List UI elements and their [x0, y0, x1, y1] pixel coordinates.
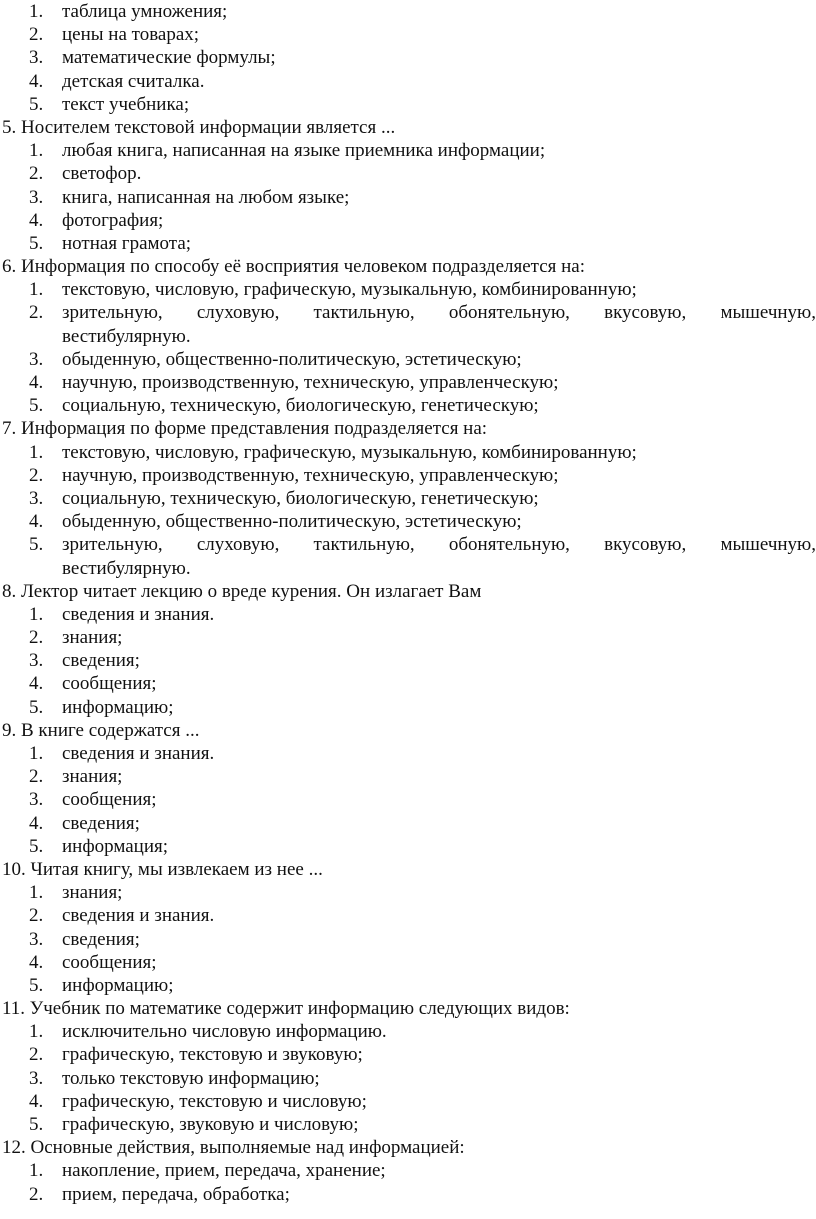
option-item: [0, 951, 816, 974]
question-heading: [0, 417, 816, 440]
option-item: [0, 626, 816, 649]
option-number: 4.: [29, 209, 44, 231]
option-item: [0, 394, 816, 417]
option-text: обыденную, общественно-политическую, эстетическую;: [62, 348, 522, 370]
option-item: [0, 696, 816, 719]
question-heading: [0, 719, 816, 742]
option-text-continuation: вестибулярную.: [62, 325, 191, 347]
option-item: [0, 603, 816, 626]
option-number: 2.: [29, 24, 44, 46]
option-item: [0, 1113, 816, 1136]
question-number: 9.: [2, 719, 17, 741]
list-item: [0, 93, 816, 116]
option-number: 5.: [29, 835, 44, 857]
option-number: 2.: [29, 1044, 44, 1066]
question-number: 7.: [2, 418, 17, 440]
option-item: [0, 788, 816, 811]
option-text: фотография;: [62, 209, 164, 231]
option-number: 1.: [29, 1160, 44, 1182]
option-number: 1.: [29, 1021, 44, 1043]
question-block: [0, 719, 816, 858]
pre-items-list: [0, 0, 816, 116]
option-text: информация;: [62, 835, 169, 857]
option-text: исключительно числовую информацию.: [62, 1021, 387, 1043]
option-number: 2.: [29, 627, 44, 649]
option-text: социальную, техническую, биологическую, генетическую;: [62, 487, 539, 509]
option-item: [0, 533, 816, 556]
question-number: 12.: [2, 1137, 26, 1159]
option-text: математические формулы;: [62, 47, 276, 69]
option-item: [0, 510, 816, 533]
question-text: Учебник по математике содержит информацию следующих видов:: [29, 998, 570, 1020]
question-block: [0, 417, 816, 579]
option-text: сведения и знания.: [62, 743, 215, 764]
option-item: [0, 186, 816, 209]
question-text: Читая книгу, мы извлекаем из нее ...: [30, 858, 323, 880]
question-text: Лектор читает лекцию о вреде курения. Он излагает Вам: [21, 580, 482, 602]
option-number: 1.: [29, 882, 44, 904]
option-item: [0, 742, 816, 765]
option-number: 3.: [29, 1067, 44, 1089]
option-number: 5.: [29, 974, 44, 996]
question-heading: [0, 116, 816, 139]
option-number: 5.: [29, 232, 44, 254]
option-text: цены на товарах;: [62, 24, 200, 46]
option-text: графическую, звуковую и числовую;: [62, 1114, 359, 1135]
option-text: сведения;: [62, 650, 140, 672]
option-text: зрительную, слуховую, тактильную, обонятельную, вкусовую, мышечную,: [62, 302, 816, 324]
option-number: 2.: [29, 766, 44, 788]
list-item: [0, 70, 816, 93]
option-text: сведения и знания.: [62, 603, 215, 625]
option-item: [0, 649, 816, 672]
option-item: [0, 162, 816, 185]
question-block: [0, 116, 816, 255]
option-text: накопление, прием, передача, хранение;: [62, 1160, 386, 1182]
option-text: светофор.: [62, 163, 142, 185]
option-number: 2.: [29, 163, 44, 185]
option-text: зрительную, слуховую, тактильную, обонятельную, вкусовую, мышечную,: [62, 534, 816, 556]
option-text: текстовую, числовую, графическую, музыкальную, комбинированную;: [62, 279, 637, 301]
option-number: 4.: [29, 70, 44, 92]
option-text: сообщения;: [62, 951, 157, 973]
option-item: [0, 278, 816, 301]
question-text: Информация по форме представления подразделяется на:: [21, 418, 488, 440]
option-text: любая книга, написанная на языке приемника информации;: [62, 140, 546, 162]
option-text: графическую, текстовую и звуковую;: [62, 1044, 363, 1066]
question-number: 10.: [2, 858, 26, 880]
option-number: 3.: [29, 47, 44, 69]
option-text: сведения;: [62, 928, 140, 950]
question-block: [0, 255, 816, 417]
option-number: 3.: [29, 789, 44, 811]
option-number: 3.: [29, 928, 44, 950]
option-number: 1.: [29, 603, 44, 625]
option-number: 5.: [29, 696, 44, 718]
option-number: 2.: [29, 905, 44, 927]
option-text: научную, производственную, техническую, управленческую;: [62, 464, 559, 486]
option-text: социальную, техническую, биологическую, генетическую;: [62, 395, 539, 417]
option-item: [0, 1090, 816, 1113]
option-number: 3.: [29, 487, 44, 509]
option-number: 1.: [29, 279, 44, 301]
option-text: детская считалка.: [62, 70, 205, 92]
option-text: информацию;: [62, 696, 174, 718]
option-number: 5.: [29, 93, 44, 115]
question-text: Основные действия, выполняемые над информацией:: [30, 1137, 465, 1159]
option-number: 4.: [29, 1090, 44, 1112]
list-item: [0, 0, 816, 23]
question-number: 6.: [2, 256, 17, 278]
question-heading: [0, 1136, 816, 1159]
question-block: [0, 1136, 816, 1206]
option-item: [0, 232, 816, 255]
option-number: 2.: [29, 1183, 44, 1205]
option-number: 4.: [29, 951, 44, 973]
option-text: сообщения;: [62, 789, 157, 811]
option-number: 4.: [29, 673, 44, 695]
option-item: [0, 487, 816, 510]
question-block: [0, 858, 816, 997]
option-text: сообщения;: [62, 673, 157, 695]
option-text: графическую, текстовую и числовую;: [62, 1090, 367, 1112]
question-number: 5.: [2, 116, 17, 138]
option-number: 3.: [29, 186, 44, 208]
question-block: [0, 580, 816, 719]
option-text: таблица умножения;: [62, 1, 228, 22]
option-number: 1.: [29, 743, 44, 764]
option-text: сведения и знания.: [62, 905, 215, 927]
option-number: 5.: [29, 395, 44, 417]
option-text: только текстовую информацию;: [62, 1067, 320, 1089]
option-item: [0, 812, 816, 835]
option-text: знания;: [62, 882, 123, 904]
option-item: [0, 881, 816, 904]
question-text: Носителем текстовой информации является ...: [21, 116, 396, 138]
option-item: [0, 1183, 816, 1206]
option-text-continuation: вестибулярную.: [62, 557, 191, 579]
option-item: [0, 1020, 816, 1043]
option-item: [0, 974, 816, 997]
option-number: 3.: [29, 348, 44, 370]
option-item: [0, 1159, 816, 1182]
question-heading: [0, 580, 816, 603]
option-text: текст учебника;: [62, 93, 190, 115]
question-heading: [0, 255, 816, 278]
option-item: [0, 209, 816, 232]
option-text: знания;: [62, 627, 123, 649]
question-text: В книге содержатся ...: [21, 719, 200, 741]
option-item: [0, 301, 816, 324]
option-item: [0, 139, 816, 162]
option-item: [0, 348, 816, 371]
question-number: 8.: [2, 580, 17, 602]
option-number: 2.: [29, 464, 44, 486]
question-heading: [0, 997, 816, 1020]
option-item: [0, 835, 816, 858]
option-item: [0, 904, 816, 927]
option-number: 4.: [29, 511, 44, 533]
option-text: сведения;: [62, 812, 140, 834]
option-number: 5.: [29, 1114, 44, 1135]
option-text: знания;: [62, 766, 123, 788]
option-item: [0, 1043, 816, 1066]
option-number: 3.: [29, 650, 44, 672]
option-text: обыденную, общественно-политическую, эстетическую;: [62, 511, 522, 533]
option-text: текстовую, числовую, графическую, музыкальную, комбинированную;: [62, 441, 637, 463]
option-number: 1.: [29, 1, 44, 22]
list-item: [0, 46, 816, 69]
option-number: 2.: [29, 302, 44, 324]
option-item: [0, 765, 816, 788]
option-item: [0, 464, 816, 487]
questions-list: [0, 116, 816, 1206]
option-text: прием, передача, обработка;: [62, 1183, 290, 1205]
option-number: 5.: [29, 534, 44, 556]
option-item: [0, 371, 816, 394]
option-text: информацию;: [62, 974, 174, 996]
question-heading: [0, 858, 816, 881]
option-text: книга, написанная на любом языке;: [62, 186, 350, 208]
option-number: 4.: [29, 812, 44, 834]
option-text: научную, производственную, техническую, управленческую;: [62, 372, 559, 393]
question-number: 11.: [2, 998, 26, 1020]
option-number: 1.: [29, 441, 44, 463]
option-item: [0, 1067, 816, 1090]
question-text: Информация по способу её восприятия человеком подразделяется на:: [21, 256, 585, 278]
option-number: 1.: [29, 140, 44, 162]
option-text: нотная грамота;: [62, 232, 192, 254]
question-block: [0, 997, 816, 1136]
option-number: 4.: [29, 372, 44, 393]
option-item: [0, 441, 816, 464]
option-item: [0, 928, 816, 951]
list-item: [0, 23, 816, 46]
option-item: [0, 672, 816, 695]
